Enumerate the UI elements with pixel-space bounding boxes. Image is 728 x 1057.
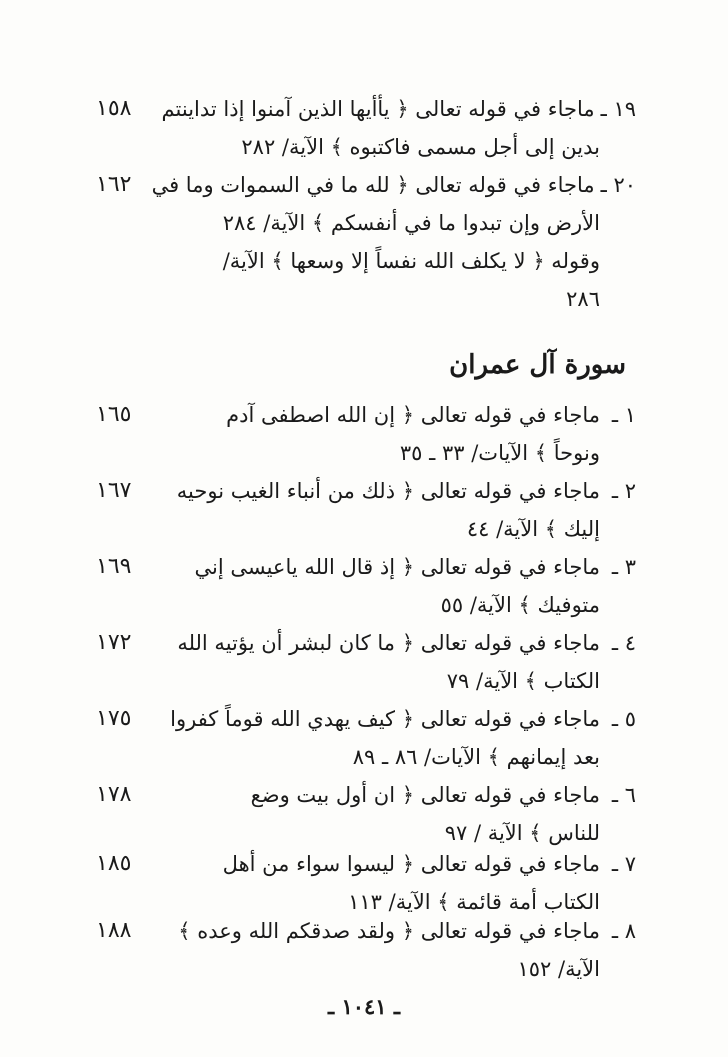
entry-line: [96, 845, 636, 883]
entry-line: [96, 396, 636, 434]
entry-continuation: الكتاب ﴾ الآية/ ٧٩: [446, 669, 600, 693]
entry-line: [96, 912, 636, 950]
index-entry: [96, 90, 636, 166]
page-footer-number: ـ ١٠٤١ ـ: [327, 994, 401, 1019]
entry-continuation: الآية/ ١٥٢: [517, 957, 600, 981]
entry-text: ماجاء في قوله تعالى ﴿ ما كان لبشر أن يؤتيه الله: [177, 631, 600, 655]
entry-continuation: متوفيك ﴾ الآية/ ٥٥: [440, 593, 600, 617]
page-number: ١٧٢: [96, 630, 132, 655]
page-number: ١٧٨: [96, 782, 132, 807]
entry-continuation: ٢٨٦: [566, 287, 600, 311]
entry-line: [96, 90, 636, 128]
page-number: ١٦٥: [96, 402, 132, 427]
entry-number: ٥ ـ: [611, 707, 636, 731]
index-entry: [96, 396, 636, 472]
entry-line: [96, 166, 636, 204]
entry-number: ٢ ـ: [611, 479, 636, 503]
page-number: ١٨٨: [96, 918, 132, 943]
surah-heading: سورة آل عمران: [449, 350, 626, 380]
page-number: ١٨٥: [96, 851, 132, 876]
entry-text: ماجاء في قوله تعالى ﴿ كيف يهدي الله قوماً كفروا: [170, 707, 600, 731]
index-entry: [96, 548, 636, 624]
entry-number: ٤ ـ: [611, 631, 636, 655]
index-entry: [96, 845, 636, 921]
entry-line: [96, 700, 636, 738]
page-number: ١٦٧: [96, 478, 132, 503]
page-number: ١٧٥: [96, 706, 132, 731]
index-entry: [96, 700, 636, 776]
entry-text: ماجاء في قوله تعالى ﴿ يأأيها الذين آمنوا إذا تداينتم: [161, 97, 595, 121]
index-entry: [96, 472, 636, 548]
entry-number: ١٩ ـ: [600, 97, 636, 121]
entry-text: ماجاء في قوله تعالى ﴿ لله ما في السموات وما في: [151, 173, 595, 197]
entry-continuation: إليك ﴾ الآية/ ٤٤: [466, 517, 600, 541]
index-entry: [96, 912, 636, 988]
entry-line: [96, 548, 636, 586]
page-number: ١٦٢: [96, 172, 132, 197]
entry-continuation: بدين إلى أجل مسمى فاكتبوه ﴾ الآية/ ٢٨٢: [241, 135, 600, 159]
entry-text: ماجاء في قوله تعالى ﴿ إذ قال الله ياعيسى إني: [194, 555, 600, 579]
entry-number: ٢٠ ـ: [600, 173, 636, 197]
entry-number: ١ ـ: [611, 403, 636, 427]
entry-number: ٦ ـ: [611, 783, 636, 807]
entry-text: ماجاء في قوله تعالى ﴿ ذلك من أنباء الغيب نوحيه: [176, 479, 600, 503]
entry-continuation: الأرض وإن تبدوا ما في أنفسكم ﴾ الآية/ ٢٨٤: [222, 211, 600, 235]
index-entry: [96, 776, 636, 852]
entry-line: [96, 472, 636, 510]
entry-number: ٣ ـ: [611, 555, 636, 579]
entry-text: ماجاء في قوله تعالى ﴿ ليسوا سواء من أهل: [222, 852, 600, 876]
entry-line: [96, 776, 636, 814]
entry-continuation: وقوله ﴿ لا يكلف الله نفساً إلا وسعها ﴾ الآية/: [222, 249, 600, 273]
entry-continuation: للناس ﴾ الآية / ٩٧: [444, 821, 600, 845]
entry-continuation: ونوحاً ﴾ الآيات/ ٣٣ ـ ٣٥: [399, 441, 600, 465]
entry-continuation: الكتاب أمة قائمة ﴾ الآية/ ١١٣: [348, 890, 600, 914]
page-number: ١٦٩: [96, 554, 132, 579]
page-number: ١٥٨: [96, 96, 132, 121]
index-entry: [96, 624, 636, 700]
entry-number: ٧ ـ: [611, 852, 636, 876]
entry-text: ماجاء في قوله تعالى ﴿ إن الله اصطفى آدم: [226, 403, 600, 427]
index-entry: [96, 166, 636, 318]
entry-text: ماجاء في قوله تعالى ﴿ ان أول بيت وضع: [250, 783, 600, 807]
entry-number: ٨ ـ: [611, 919, 636, 943]
entry-text: ماجاء في قوله تعالى ﴿ ولقد صدقكم الله وعده ﴾: [178, 919, 600, 943]
entry-line: [96, 624, 636, 662]
entry-continuation: بعد إيمانهم ﴾ الآيات/ ٨٦ ـ ٨٩: [352, 745, 600, 769]
